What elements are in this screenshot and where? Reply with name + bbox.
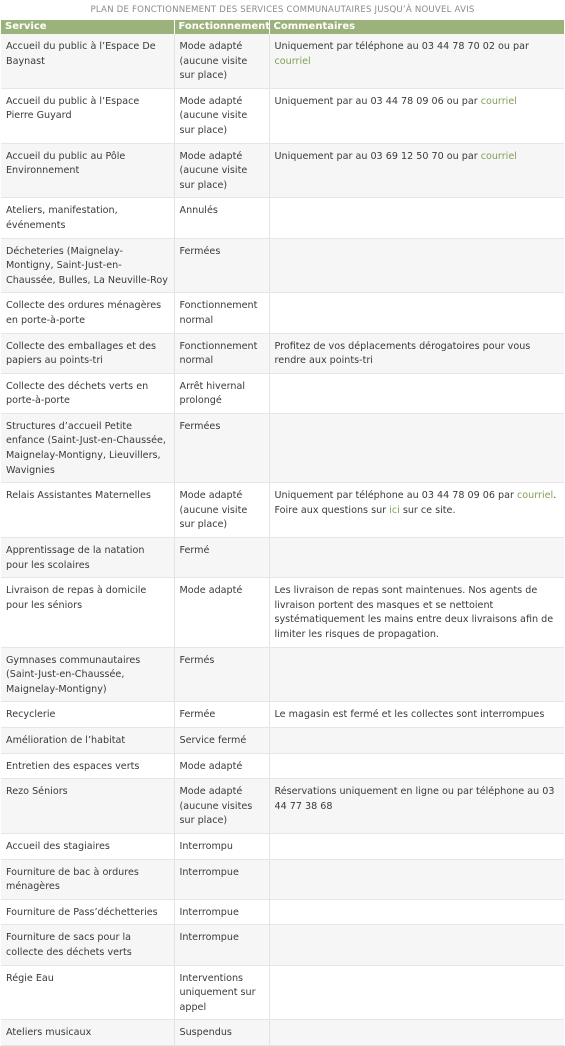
commentaire-cell (269, 483, 564, 538)
service-cell: Livraison de repas à domicile pour les séniors (1, 578, 174, 647)
service-cell: Fourniture de bac à ordures ménagères (1, 859, 174, 899)
service-cell: Régie Eau (1, 965, 174, 1020)
table-row (1, 538, 564, 578)
fonctionnement-cell: Mode adapté (174, 578, 269, 647)
column-header-commentaires: Commentaires (269, 20, 564, 34)
commentaire-text: Uniquement par téléphone au 03 44 78 09 06 par (274, 490, 518, 502)
services-table (1, 20, 565, 1046)
service-cell: Recyclerie (1, 702, 174, 728)
service-cell: Rezo Séniors (1, 779, 174, 834)
table-row (1, 859, 564, 899)
column-header-service: Service (1, 20, 174, 34)
service-cell: Accueil du public à l’Espace Pierre Guyard (1, 88, 174, 143)
commentaire-text: Uniquement par au 03 69 12 50 70 ou par (274, 150, 481, 162)
commentaire-cell (269, 702, 564, 728)
commentaire-cell (269, 965, 564, 1020)
table-row (1, 899, 564, 925)
table-header (1, 20, 564, 34)
commentaire-cell (269, 779, 564, 834)
commentaire-cell (269, 727, 564, 753)
service-cell: Ateliers, manifestation, événements (1, 198, 174, 238)
table-row (1, 238, 564, 293)
service-cell: Collecte des ordures ménagères en porte-à-porte (1, 293, 174, 333)
fonctionnement-cell: Fermées (174, 413, 269, 482)
table-row (1, 333, 564, 373)
fonctionnement-cell: Fonctionnement normal (174, 333, 269, 373)
commentaire-cell (269, 647, 564, 702)
commentaire-cell (269, 578, 564, 647)
table-row (1, 753, 564, 779)
commentaire-cell (269, 373, 564, 413)
service-cell: Collecte des déchets verts en porte-à-porte (1, 373, 174, 413)
commentaire-cell (269, 413, 564, 482)
commentaire-text: . Foire aux questions sur (274, 490, 557, 516)
fonctionnement-cell: Suspendus (174, 1020, 269, 1046)
table-row (1, 779, 564, 834)
commentaire-link[interactable]: courriel (480, 150, 517, 162)
table-row (1, 647, 564, 702)
fonctionnement-cell: Mode adapté (aucune visite sur place) (174, 34, 269, 88)
fonctionnement-cell: Annulés (174, 198, 269, 238)
table-row (1, 578, 564, 647)
table-row (1, 965, 564, 1020)
commentaire-text: sur ce site. (399, 504, 456, 516)
page-title: PLAN DE FONCTIONNEMENT DES SERVICES COMMUNAUTAIRES JUSQU’À NOUVEL AVIS (90, 5, 475, 15)
service-cell: Entretien des espaces verts (1, 753, 174, 779)
fonctionnement-cell: Fermés (174, 647, 269, 702)
commentaire-cell (269, 34, 564, 88)
commentaire-link[interactable]: courriel (480, 95, 517, 107)
commentaire-cell (269, 88, 564, 143)
service-cell: Accueil des stagiaires (1, 833, 174, 859)
service-cell: Accueil du public au Pôle Environnement (1, 143, 174, 198)
fonctionnement-cell: Mode adapté (aucune visite sur place) (174, 143, 269, 198)
table-row (1, 143, 564, 198)
service-cell: Accueil du public à l’Espace De Baynast (1, 34, 174, 88)
table-row (1, 88, 564, 143)
service-cell: Décheteries (Maignelay-Montigny, Saint-Just-en-Chaussée, Bulles, La Neuville-Roy (1, 238, 174, 293)
table-row (1, 293, 564, 333)
fonctionnement-cell: Mode adapté (aucune visite sur place) (174, 88, 269, 143)
table-row (1, 727, 564, 753)
fonctionnement-cell: Interrompu (174, 833, 269, 859)
commentaire-cell (269, 143, 564, 198)
table-row (1, 413, 564, 482)
service-cell: Ateliers musicaux (1, 1020, 174, 1046)
service-cell: Amélioration de l’habitat (1, 727, 174, 753)
fonctionnement-cell: Fermée (174, 702, 269, 728)
commentaire-text: Uniquement par au 03 44 78 09 06 ou par (274, 95, 481, 107)
table-row (1, 34, 564, 88)
commentaire-link[interactable]: ici (389, 504, 400, 516)
fonctionnement-cell: Arrêt hivernal prolongé (174, 373, 269, 413)
commentaire-cell (269, 198, 564, 238)
table-row (1, 483, 564, 538)
commentaire-cell (269, 899, 564, 925)
service-cell: Structures d’accueil Petite enfance (Saint-Just-en-Chaussée, Maignelay-Montigny, Lieuvillers, Wavignies (1, 413, 174, 482)
commentaire-cell (269, 753, 564, 779)
commentaire-cell (269, 859, 564, 899)
table-row (1, 833, 564, 859)
service-cell: Fourniture de sacs pour la collecte des déchets verts (1, 925, 174, 965)
commentaire-cell (269, 538, 564, 578)
commentaire-text: Réservations uniquement en ligne ou par téléphone au 03 44 77 38 68 (274, 786, 555, 812)
service-cell: Collecte des emballages et des papiers au points-tri (1, 333, 174, 373)
commentaire-cell (269, 333, 564, 373)
commentaire-link[interactable]: courriel (517, 490, 554, 502)
fonctionnement-cell: Interventions uniquement sur appel (174, 965, 269, 1020)
commentaire-link[interactable]: courriel (274, 55, 311, 67)
fonctionnement-cell: Fermé (174, 538, 269, 578)
table-row (1, 702, 564, 728)
service-cell: Apprentissage de la natation pour les scolaires (1, 538, 174, 578)
commentaire-text: Profitez de vos déplacements dérogatoires pour vous rendre aux points-tri (274, 340, 531, 367)
commentaire-cell (269, 293, 564, 333)
commentaire-text: Uniquement par téléphone au 03 44 78 70 02 ou par (274, 41, 529, 52)
commentaire-text: Les livraison de repas sont maintenues. Nos agents de livraison portent des masques et se nettoient systématiquement les mains entre deux livraisons afin de limiter les risques de propagation. (274, 585, 554, 640)
table-row (1, 373, 564, 413)
fonctionnement-cell: Mode adapté (aucune visite sur place) (174, 483, 269, 538)
table-row (1, 925, 564, 965)
fonctionnement-cell: Fonctionnement normal (174, 293, 269, 333)
fonctionnement-cell: Interrompue (174, 925, 269, 965)
service-cell: Gymnases communautaires (Saint-Just-en-Chaussée, Maignelay-Montigny) (1, 647, 174, 702)
fonctionnement-cell: Interrompue (174, 899, 269, 925)
commentaire-text: Le magasin est fermé et les collectes sont interrompues (274, 709, 545, 721)
service-cell: Fourniture de Pass’déchetteries (1, 899, 174, 925)
table-body (1, 34, 564, 1045)
fonctionnement-cell: Mode adapté (174, 753, 269, 779)
fonctionnement-cell: Service fermé (174, 727, 269, 753)
service-cell: Relais Assistantes Maternelles (1, 483, 174, 538)
fonctionnement-cell: Interrompue (174, 859, 269, 899)
fonctionnement-cell: Mode adapté (aucune visites sur place) (174, 779, 269, 834)
commentaire-cell (269, 238, 564, 293)
commentaire-cell (269, 925, 564, 965)
fonctionnement-cell: Fermées (174, 238, 269, 293)
column-header-fonctionnement: Fonctionnement (174, 20, 269, 34)
commentaire-cell (269, 833, 564, 859)
table-row (1, 198, 564, 238)
